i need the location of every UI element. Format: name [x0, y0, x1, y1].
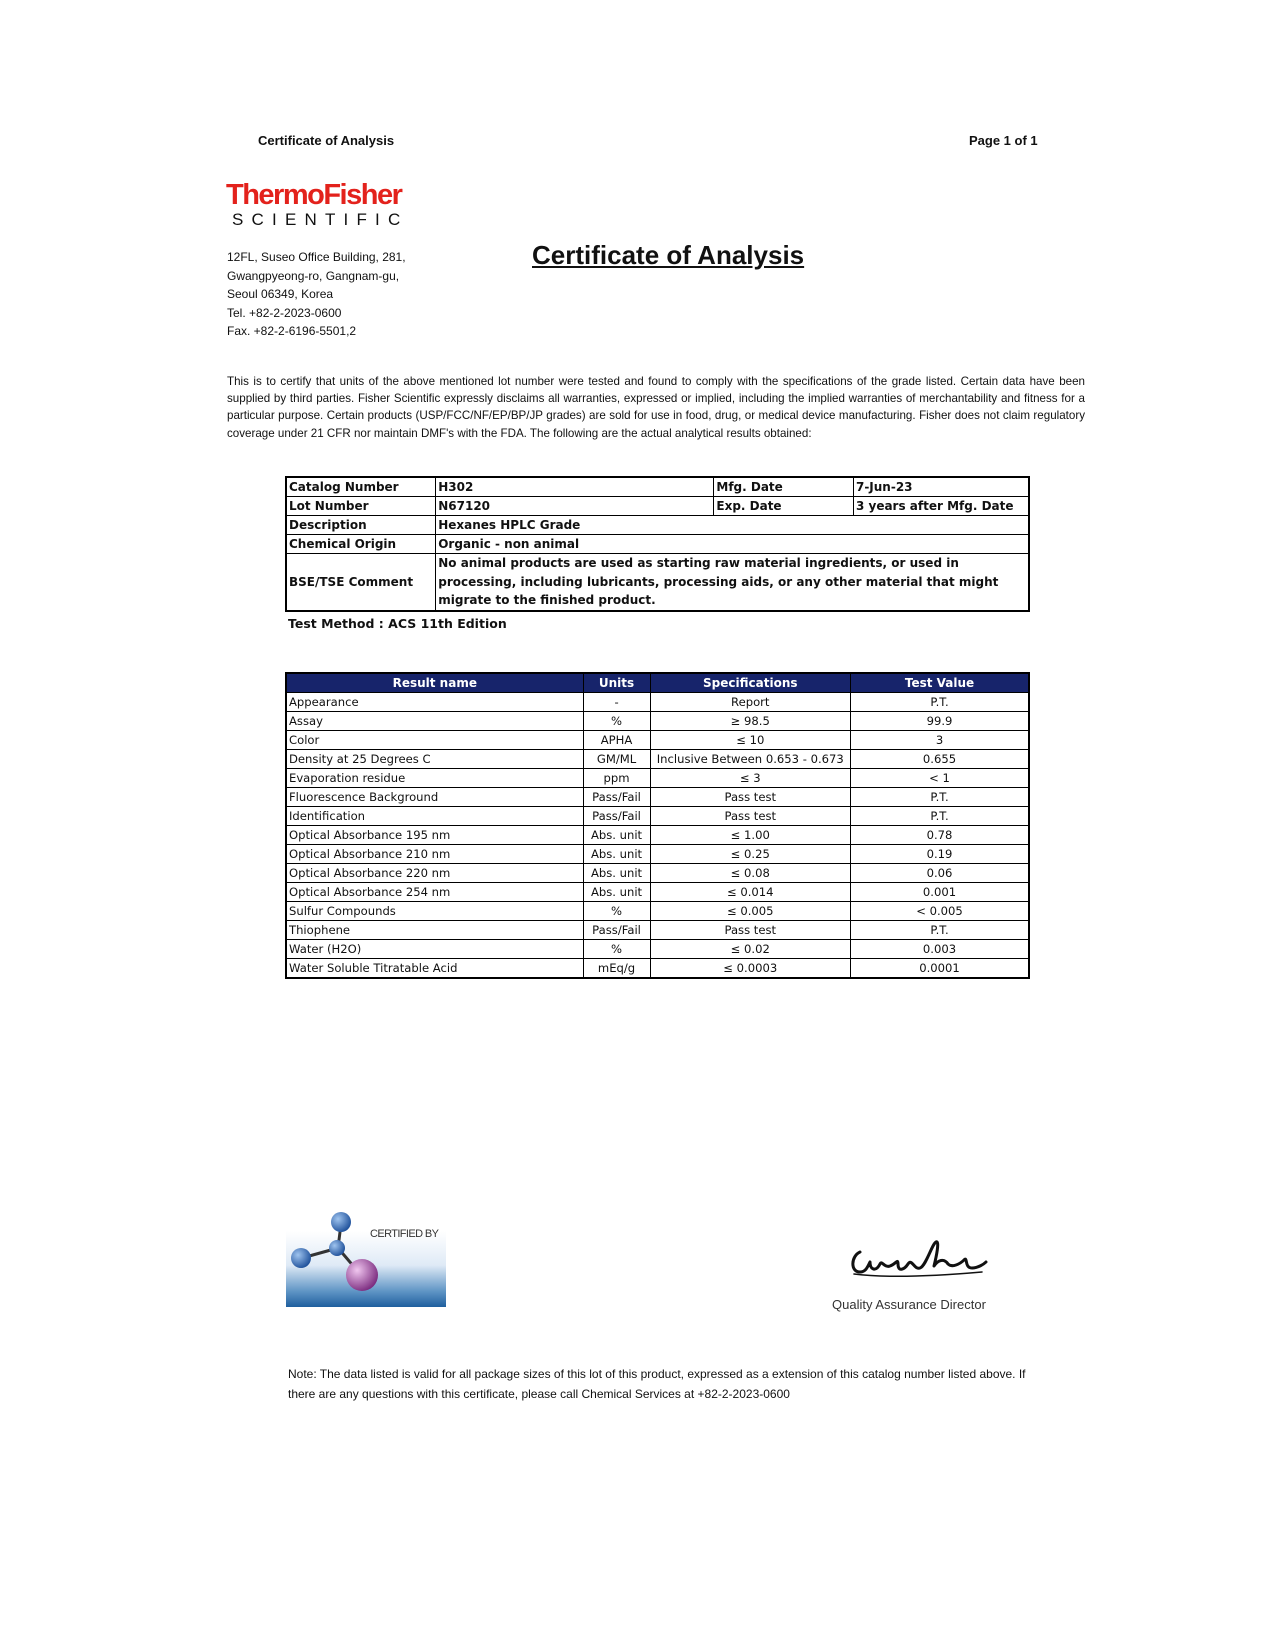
info-row [286, 497, 1029, 516]
product-info-table [285, 476, 1030, 612]
result-value: P.T. [851, 921, 1029, 940]
table-row [286, 731, 1029, 750]
address-fax: Fax. +82-2-6196-5501,2 [227, 324, 357, 339]
column-header: Test Value [851, 673, 1029, 693]
info-row [286, 535, 1029, 554]
footer-note: Note: The data listed is valid for all package sizes of this lot of this product, expressed as a extension of this catalog number listed above. If there are any questions with this certificate, please call Chemical Services at +82-2-2023-0600 [288, 1367, 1026, 1401]
company-address [227, 248, 406, 341]
page-title: Certificate of Analysis [532, 240, 805, 270]
result-name: Optical Absorbance 210 nm [286, 845, 583, 864]
result-spec: ≤ 1.00 [650, 826, 851, 845]
logo-wordmark: ThermoFisher [226, 179, 402, 211]
page-number: Page 1 of 1 [969, 133, 1038, 148]
result-spec: Report [650, 693, 851, 712]
company-logo [226, 180, 408, 230]
info-label: Chemical Origin [286, 535, 436, 554]
result-units: ppm [583, 769, 650, 788]
result-units: APHA [583, 731, 650, 750]
table-row [286, 921, 1029, 940]
result-value: 3 [851, 731, 1029, 750]
table-row [286, 864, 1029, 883]
result-units: Abs. unit [583, 845, 650, 864]
certification-statement: This is to certify that units of the above mentioned lot number were tested and found to comply with the specifications of the grade listed. Certain data have been supplied by third parties. Fisher Scientific expressly disclaims all warranties, expressed or implied, including the implied warranties of merchantability and fitness for a particular purpose. Certain products (USP/FCC/NF/EP/BP/JP grades) are sold for use in food, drug, or medical device manufacturing. Fisher does not claim regulatory coverage under 21 CFR nor maintain DMF's with the FDA. The following are the actual analytical results obtained: [227, 375, 1085, 440]
table-row [286, 693, 1029, 712]
catalog-number: H302 [436, 477, 714, 497]
result-value: P.T. [851, 807, 1029, 826]
result-name: Thiophene [286, 921, 583, 940]
info-label: Catalog Number [286, 477, 436, 497]
column-header: Result name [286, 673, 583, 693]
result-units: Pass/Fail [583, 788, 650, 807]
table-row [286, 959, 1029, 979]
address-line: Gwangpyeong-ro, Gangnam-gu, [227, 268, 400, 283]
result-name: Assay [286, 712, 583, 731]
result-units: Pass/Fail [583, 807, 650, 826]
info-label: BSE/TSE Comment [286, 554, 436, 611]
column-header: Specifications [650, 673, 851, 693]
address-tel: Tel. +82-2-2023-0600 [227, 305, 342, 320]
result-spec: Pass test [650, 921, 851, 940]
lot-number: N67120 [436, 497, 714, 516]
result-spec: Inclusive Between 0.653 - 0.673 [650, 750, 851, 769]
result-spec: ≤ 0.08 [650, 864, 851, 883]
result-spec: ≤ 0.0003 [650, 959, 851, 979]
result-value: 0.655 [851, 750, 1029, 769]
logo-subtitle: SCIENTIFIC [232, 210, 409, 229]
result-value: P.T. [851, 693, 1029, 712]
header-document-title: Certificate of Analysis [258, 133, 395, 148]
result-name: Optical Absorbance 220 nm [286, 864, 583, 883]
info-label: Description [286, 516, 436, 535]
result-name: Optical Absorbance 254 nm [286, 883, 583, 902]
result-value: 0.78 [851, 826, 1029, 845]
result-name: Appearance [286, 693, 583, 712]
result-units: Pass/Fail [583, 921, 650, 940]
test-method: Test Method : ACS 11th Edition [288, 616, 507, 631]
result-value: 0.0001 [851, 959, 1029, 979]
info-label: Mfg. Date [714, 477, 854, 497]
result-name: Color [286, 731, 583, 750]
result-units: % [583, 712, 650, 731]
result-name: Optical Absorbance 195 nm [286, 826, 583, 845]
table-row [286, 788, 1029, 807]
table-row [286, 845, 1029, 864]
certified-by-label: CERTIFIED BY [370, 1228, 439, 1240]
table-row [286, 902, 1029, 921]
info-label: Lot Number [286, 497, 436, 516]
result-value: 99.9 [851, 712, 1029, 731]
description: Hexanes HPLC Grade [436, 516, 1029, 535]
table-row [286, 750, 1029, 769]
signatory-title: Quality Assurance Director [832, 1297, 986, 1312]
table-row [286, 807, 1029, 826]
result-units: Abs. unit [583, 826, 650, 845]
result-value: 0.001 [851, 883, 1029, 902]
result-name: Evaporation residue [286, 769, 583, 788]
result-spec: ≤ 0.25 [650, 845, 851, 864]
result-spec: Pass test [650, 807, 851, 826]
table-row [286, 769, 1029, 788]
info-row [286, 516, 1029, 535]
result-spec: ≤ 3 [650, 769, 851, 788]
result-name: Identification [286, 807, 583, 826]
result-name: Sulfur Compounds [286, 902, 583, 921]
result-spec: ≤ 10 [650, 731, 851, 750]
table-row [286, 883, 1029, 902]
result-spec: Pass test [650, 788, 851, 807]
result-units: mEq/g [583, 959, 650, 979]
result-spec: ≤ 0.005 [650, 902, 851, 921]
bse-comment: No animal products are used as starting raw material ingredients, or used in processing, including lubricants, processing aids, or any other material that might migrate to the finished product. [436, 554, 1029, 611]
address-line: 12FL, Suseo Office Building, 281, [227, 250, 406, 264]
molecule-atom-icon [291, 1248, 311, 1268]
result-name: Water (H2O) [286, 940, 583, 959]
result-value: < 1 [851, 769, 1029, 788]
certified-by-logo [286, 1211, 446, 1307]
result-units: GM/ML [583, 750, 650, 769]
result-value: P.T. [851, 788, 1029, 807]
result-spec: ≥ 98.5 [650, 712, 851, 731]
results-table [285, 672, 1030, 979]
address-line: Seoul 06349, Korea [227, 287, 334, 302]
molecule-atom-icon [329, 1240, 345, 1256]
table-row [286, 940, 1029, 959]
info-label: Exp. Date [714, 497, 854, 516]
result-value: < 0.005 [851, 902, 1029, 921]
molecule-atom-icon [331, 1212, 351, 1232]
table-row [286, 712, 1029, 731]
signature [846, 1234, 996, 1284]
result-units: % [583, 940, 650, 959]
column-header: Units [583, 673, 650, 693]
results-header-row [286, 673, 1029, 693]
result-name: Fluorescence Background [286, 788, 583, 807]
result-name: Water Soluble Titratable Acid [286, 959, 583, 979]
info-row [286, 477, 1029, 497]
result-value: 0.06 [851, 864, 1029, 883]
result-name: Density at 25 Degrees C [286, 750, 583, 769]
result-value: 0.003 [851, 940, 1029, 959]
result-units: Abs. unit [583, 883, 650, 902]
result-spec: ≤ 0.014 [650, 883, 851, 902]
molecule-atom-icon [346, 1259, 378, 1291]
result-spec: ≤ 0.02 [650, 940, 851, 959]
info-row [286, 554, 1029, 611]
mfg-date: 7-Jun-23 [853, 477, 1029, 497]
result-units: Abs. unit [583, 864, 650, 883]
result-value: 0.19 [851, 845, 1029, 864]
result-units: - [583, 693, 650, 712]
chemical-origin: Organic - non animal [436, 535, 1029, 554]
table-row [286, 826, 1029, 845]
result-units: % [583, 902, 650, 921]
exp-date: 3 years after Mfg. Date [853, 497, 1029, 516]
